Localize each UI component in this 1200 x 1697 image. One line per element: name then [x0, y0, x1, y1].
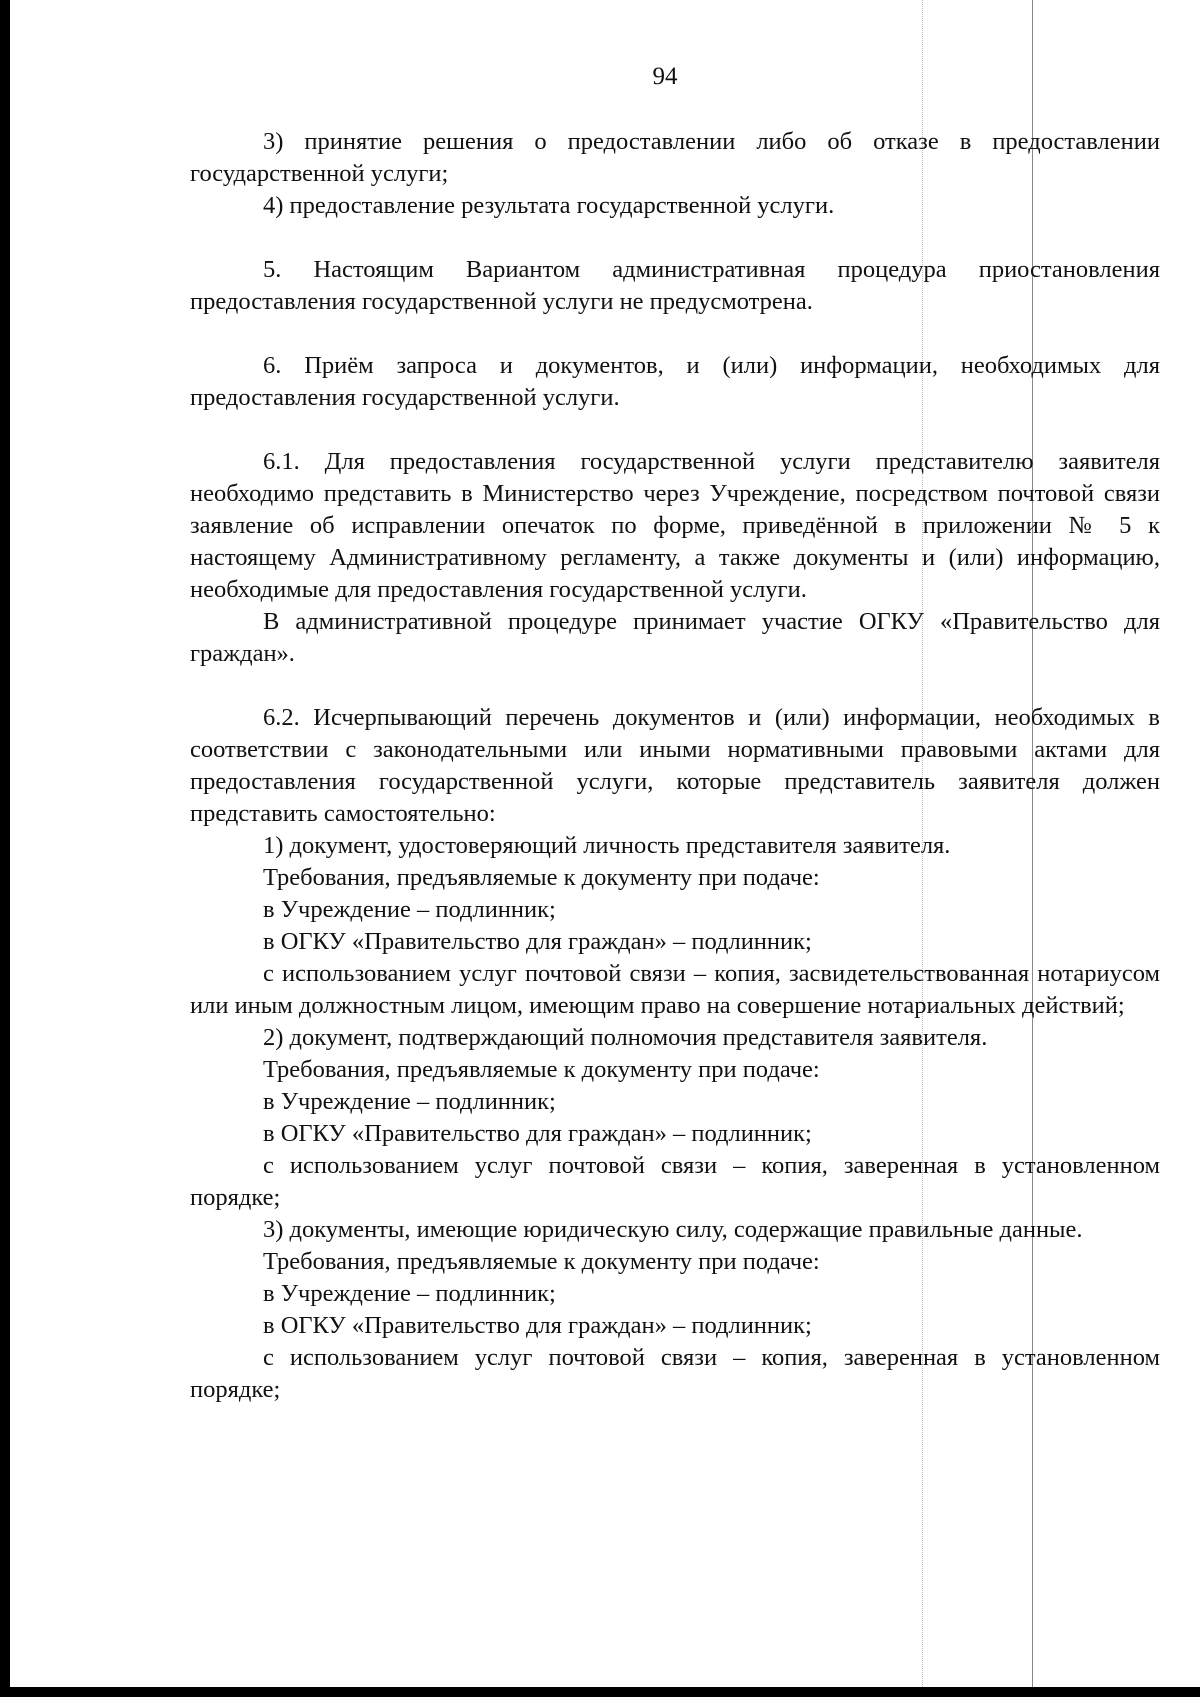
section-6-2: 6.2. Исчерпывающий перечень документов и (или) информации, необходимых в соответствии с законодательными или иными нормативными правовыми актами для предоставления государственной услуги, которые представитель заявителя должен представить самостоятельно:	[190, 704, 1160, 827]
requirement-ogku: в ОГКУ «Правительство для граждан» – подлинник;	[263, 1120, 812, 1147]
document-item-1: 1) документ, удостоверяющий личность представителя заявителя.	[263, 832, 951, 859]
list-item-3: 3) принятие решения о предоставлении либо об отказе в предоставлении государственной услуги;	[190, 128, 1160, 187]
requirement-postal: с использованием услуг почтовой связи – копия, засвидетельствованная нотариусом или иным должностным лицом, имеющим право на совершение нотариальных действий;	[190, 960, 1160, 1019]
section-6-heading: 6. Приём запроса и документов, и (или) информации, необходимых для предоставления государственной услуги.	[190, 352, 1160, 411]
requirement-institution: в Учреждение – подлинник;	[263, 1280, 556, 1307]
requirement-ogku: в ОГКУ «Правительство для граждан» – подлинник;	[263, 928, 812, 955]
document-item-3: 3) документы, имеющие юридическую силу, содержащие правильные данные.	[263, 1216, 1083, 1243]
list-item-4: 4) предоставление результата государственной услуги.	[263, 192, 835, 219]
document-body	[190, 126, 1160, 1406]
section-6-1: 6.1. Для предоставления государственной услуги представителю заявителя необходимо представить в Министерство через Учреждение, посредством почтовой связи заявление об исправлении опечаток по форме, приведённой в приложении № 5 к настоящему Административному регламенту, а также документы и (или) информацию, необходимые для предоставления государственной услуги.	[190, 448, 1160, 603]
requirements-label: Требования, предъявляемые к документу при подаче:	[263, 864, 820, 891]
section-6-1-participant: В административной процедуре принимает участие ОГКУ «Правительство для граждан».	[190, 608, 1160, 667]
section-5: 5. Настоящим Вариантом административная процедура приостановления предоставления государственной услуги не предусмотрена.	[190, 256, 1160, 315]
requirement-postal: с использованием услуг почтовой связи – копия, заверенная в установленном порядке;	[190, 1152, 1160, 1211]
requirement-institution: в Учреждение – подлинник;	[263, 1088, 556, 1115]
requirement-institution: в Учреждение – подлинник;	[263, 896, 556, 923]
requirement-postal: с использованием услуг почтовой связи – копия, заверенная в установленном порядке;	[190, 1344, 1160, 1403]
requirement-ogku: в ОГКУ «Правительство для граждан» – подлинник;	[263, 1312, 812, 1339]
requirements-label: Требования, предъявляемые к документу при подаче:	[263, 1248, 820, 1275]
page-number: 94	[652, 63, 678, 90]
requirements-label: Требования, предъявляемые к документу при подаче:	[263, 1056, 820, 1083]
document-item-2: 2) документ, подтверждающий полномочия представителя заявителя.	[263, 1024, 988, 1051]
